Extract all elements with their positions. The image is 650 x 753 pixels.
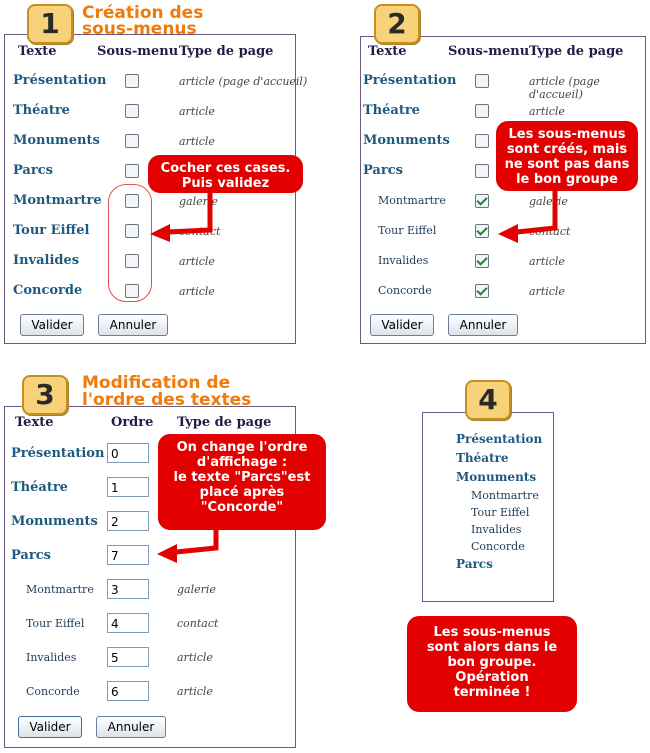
valider-button[interactable]: Valider xyxy=(370,314,434,336)
step-3-badge: 3 xyxy=(22,375,68,415)
order-input[interactable]: 6 xyxy=(107,681,149,701)
column-header-ordre: Ordre xyxy=(111,415,154,430)
submenu-item[interactable]: Concorde xyxy=(471,540,525,553)
callout-line: le bon groupe xyxy=(516,172,618,187)
callout-line: "Concorde" xyxy=(200,500,284,515)
order-input[interactable]: 4 xyxy=(107,613,149,633)
annuler-button[interactable]: Annuler xyxy=(448,314,518,336)
row-label: Parcs xyxy=(11,548,51,563)
menu-item[interactable]: Présentation xyxy=(456,432,543,446)
row-label: Montmartre xyxy=(13,193,102,208)
order-input[interactable]: 2 xyxy=(107,511,149,531)
step-1-badge: 1 xyxy=(27,4,73,44)
step-2-badge: 2 xyxy=(374,4,420,44)
page-type: article (page d'accueil) xyxy=(529,75,600,101)
callout-line: On change l'ordre xyxy=(176,440,308,455)
page-type: article xyxy=(179,105,215,118)
page-type: galerie xyxy=(177,583,216,596)
order-input[interactable]: 0 xyxy=(107,443,149,463)
callout-line: ne sont pas dans xyxy=(504,157,630,172)
valider-button[interactable]: Valider xyxy=(20,314,84,336)
column-header-texte: Texte xyxy=(368,44,407,59)
page-type: article xyxy=(179,285,215,298)
page-type: article xyxy=(529,285,565,298)
row-label: Présentation xyxy=(13,73,107,88)
page-type: article xyxy=(179,135,215,148)
row-label: Présentation xyxy=(363,73,457,88)
row-label: Concorde xyxy=(378,284,432,297)
callout-line: le texte "Parcs"est xyxy=(173,470,311,485)
order-input[interactable]: 3 xyxy=(107,579,149,599)
column-header-sousmenu: Sous-menu xyxy=(448,44,530,59)
callout-line: sont alors dans le xyxy=(426,640,558,655)
row-label: Montmartre xyxy=(26,583,94,596)
order-input[interactable]: 7 xyxy=(107,545,149,565)
callout-line: Opération xyxy=(455,670,529,685)
page-type: contact xyxy=(179,225,221,238)
callout-line: terminée ! xyxy=(453,685,531,700)
page-type: contact xyxy=(529,225,571,238)
menu-item[interactable]: Monuments xyxy=(456,470,537,484)
callout-line: placé après xyxy=(199,485,285,500)
panel-3-title-line1: Modification de xyxy=(82,373,231,393)
row-label: Présentation xyxy=(11,446,105,461)
row-label: Invalides xyxy=(378,254,429,267)
row-label: Parcs xyxy=(13,163,53,178)
menu-item[interactable]: Parcs xyxy=(456,557,493,571)
column-header-texte: Texte xyxy=(18,44,57,59)
row-label: Concorde xyxy=(26,685,80,698)
page-type: article xyxy=(179,255,215,268)
callout-line: sont créés, mais xyxy=(506,142,628,157)
submenu-item[interactable]: Montmartre xyxy=(471,489,539,502)
row-label: Invalides xyxy=(13,253,80,268)
order-input[interactable]: 5 xyxy=(107,647,149,667)
page-type: article xyxy=(529,105,565,118)
page-type: article xyxy=(177,651,213,664)
row-label: Monuments xyxy=(363,133,450,148)
submenu-item[interactable]: Tour Eiffel xyxy=(471,506,530,519)
callout-panel-3 xyxy=(158,434,326,530)
row-label: Monuments xyxy=(13,133,100,148)
page-type: article xyxy=(177,685,213,698)
page-type: article (page d'accueil) xyxy=(179,75,308,88)
row-label: Parcs xyxy=(363,163,403,178)
menu-item[interactable]: Théatre xyxy=(456,451,509,465)
callout-line: Les sous-menus xyxy=(433,625,551,640)
row-label: Monuments xyxy=(11,514,98,529)
column-header-type: Type de page xyxy=(179,44,274,59)
column-header-type: Type de page xyxy=(177,415,272,430)
submenu-item[interactable]: Invalides xyxy=(471,523,522,536)
callout-line: Cocher ces cases. xyxy=(160,161,291,176)
row-label: Concorde xyxy=(13,283,83,298)
page-type: galerie xyxy=(179,195,218,208)
page-type: article xyxy=(529,255,565,268)
row-label: Tour Eiffel xyxy=(26,617,85,630)
order-input[interactable]: 1 xyxy=(107,477,149,497)
callout-line: bon groupe. xyxy=(447,655,537,670)
callout-line: Les sous-menus xyxy=(508,127,626,142)
callout-panel-4 xyxy=(407,616,577,712)
annuler-button[interactable]: Annuler xyxy=(98,314,168,336)
row-label: Théatre xyxy=(363,103,420,118)
row-label: Montmartre xyxy=(378,194,446,207)
page-type: contact xyxy=(177,617,219,630)
callout-line: d'affichage : xyxy=(196,455,288,470)
panel-1-title-line2: sous-menus xyxy=(82,19,197,39)
step-4-badge: 4 xyxy=(465,380,511,420)
panel-1-title-line1: Création des xyxy=(82,3,204,23)
panel-3-title-line2: l'ordre des textes xyxy=(82,390,252,410)
callout-line: Puis validez xyxy=(181,176,270,191)
row-label: Théatre xyxy=(11,480,68,495)
page-type: galerie xyxy=(529,195,568,208)
column-header-texte: Texte xyxy=(15,415,54,430)
row-label: Théatre xyxy=(13,103,70,118)
column-header-type: Type de page xyxy=(529,44,624,59)
column-header-sousmenu: Sous-menu xyxy=(97,44,179,59)
row-label: Invalides xyxy=(26,651,77,664)
row-label: Tour Eiffel xyxy=(13,223,90,238)
row-label: Tour Eiffel xyxy=(378,224,437,237)
annuler-button[interactable]: Annuler xyxy=(96,716,166,738)
valider-button[interactable]: Valider xyxy=(18,716,82,738)
